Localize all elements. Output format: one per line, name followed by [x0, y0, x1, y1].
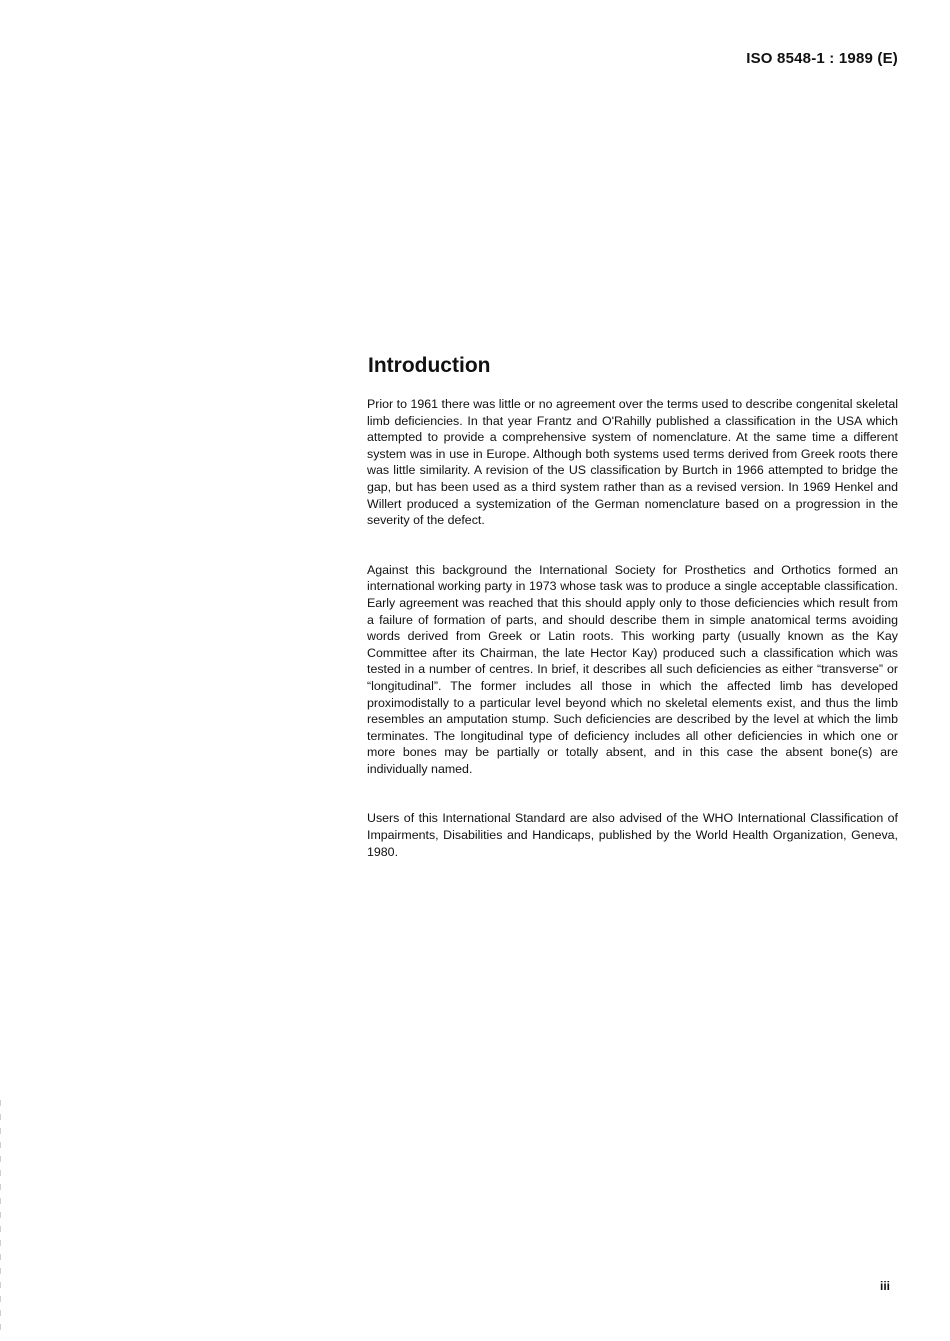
paragraph-history: Prior to 1961 there was little or no agreement over the terms used to describe congenital skeletal limb deficiencies. In that year Frantz and O'Rahilly published a classification in the USA which attempted to provide a comprehensive system of nomenclature. At the same time a different system was in use in Europe. Although both systems used terms derived from Greek roots there was little similarity. A revision of the US classification by Burtch in 1966 attempted to bridge the gap, but has been used as a third system rather than as a revised version. In 1969 Henkel and Willert produced a systemization of the German nomenclature based on a progression in the severity of the defect.: [367, 397, 898, 528]
paragraph-users-advice: Users of this International Standard are also advised of the WHO International Classification of Impairments, Disabilities and Handicaps, published by the World Health Organization, Geneva, 1980.: [367, 811, 898, 859]
scan-edge-artifact: [0, 1100, 1, 1330]
paragraph-background: Against this background the International Society for Prosthetics and Orthotics formed an international working party in 1973 whose task was to produce a single acceptable classification. Early agreement was reached that this should apply only to those deficiencies which result from a failure of formation of parts, and should describe them in simple anatomical terms avoiding words derived from Greek or Latin roots. This working party (usually known as the Kay Committee after its Chairman, the late Hector Kay) produced such a classification which was tested in a number of centres. In brief, it describes all such deficiencies as either “transverse” or “longitudinal”. The former includes all those in which the affected limb has developed proximodistally to a particular level beyond which no skeletal elements exist, and thus the limb resembles an amputation stump. Such deficiencies are described by the level at which the limb terminates. The longitudinal type of deficiency includes all other deficiencies in which one or more bones may be partially or totally absent, and in this case the absent bone(s) are individually named.: [367, 562, 898, 776]
introduction-body: [367, 396, 898, 893]
document-reference: ISO 8548-1 : 1989 (E): [746, 50, 898, 67]
page-number: iii: [879, 1279, 890, 1293]
section-title: Introduction: [368, 354, 491, 377]
